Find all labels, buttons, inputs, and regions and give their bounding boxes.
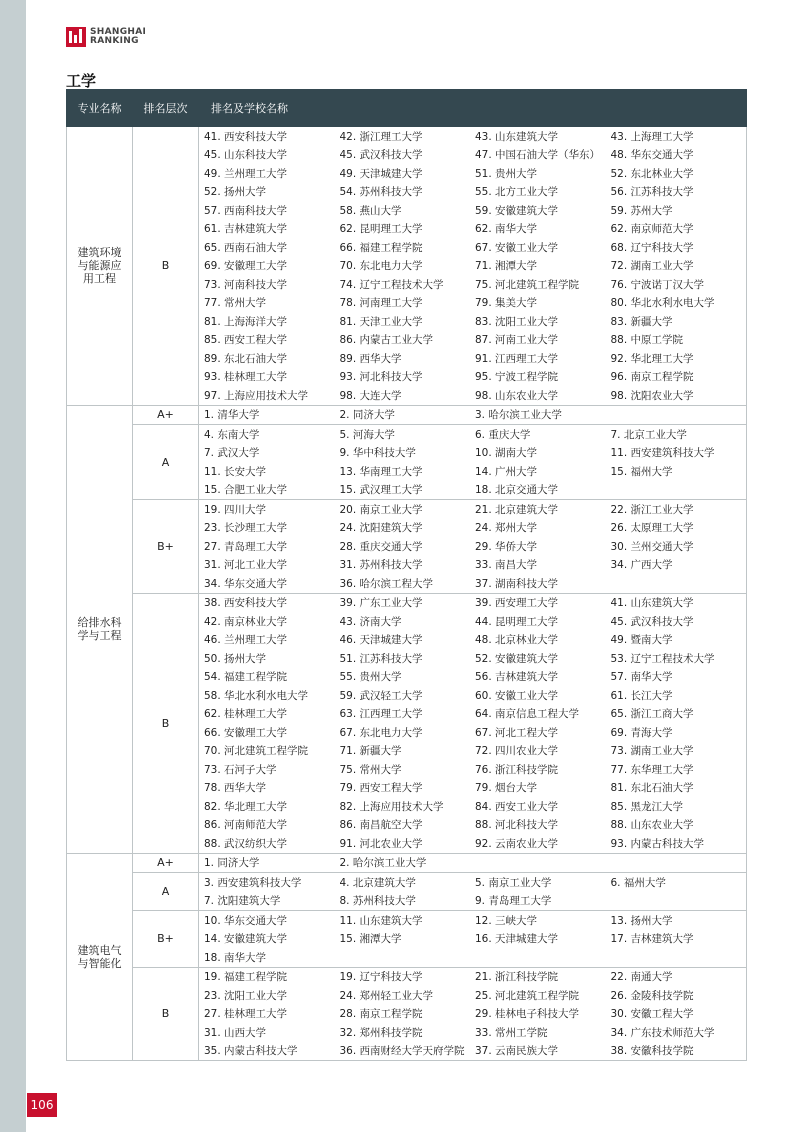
header-tier: 排名层次: [133, 90, 199, 127]
school-entry: 28. 重庆交通大学: [339, 540, 423, 553]
school-entry: 33. 常州工学院: [475, 1026, 548, 1039]
school-entry: 2. 同济大学: [339, 409, 395, 422]
school-row: [204, 686, 746, 705]
school-entry: 47. 中国石油大学（华东）: [475, 149, 601, 162]
school-entry: 93. 内蒙古科技大学: [610, 837, 705, 850]
school-entry: 19. 辽宁科技大学: [339, 971, 423, 984]
school-row: [204, 1042, 746, 1061]
school-entry: 54. 福建工程学院: [204, 671, 288, 684]
school-entry: 21. 北京建筑大学: [475, 503, 559, 516]
school-entry: 98. 沈阳农业大学: [610, 389, 694, 402]
school-entry: 49. 暨南大学: [610, 634, 673, 647]
school-entry: 75. 河北建筑工程学院: [475, 278, 580, 291]
school-entry: 10. 华东交通大学: [204, 914, 288, 927]
school-entry: 15. 合肥工业大学: [204, 484, 288, 497]
school-entry: 17. 吉林建筑大学: [610, 933, 694, 946]
school-entry: 59. 安徽建筑大学: [475, 204, 559, 217]
school-row: [204, 556, 746, 575]
school-entry: 81. 东北石油大学: [610, 782, 694, 795]
school-entry: 62. 南京师范大学: [610, 223, 694, 236]
school-row: [204, 854, 746, 873]
school-entry: 76. 浙江科技学院: [475, 763, 559, 776]
school-entry: 61. 吉林建筑大学: [204, 223, 288, 236]
school-list: [199, 425, 747, 500]
school-entry: 37. 云南民族大学: [475, 1045, 559, 1058]
school-entry: 19. 四川大学: [204, 503, 267, 516]
school-list: [199, 593, 747, 853]
school-entry: 21. 浙江科技学院: [475, 971, 559, 984]
school-entry: 43. 济南大学: [339, 615, 402, 628]
table-row: [67, 127, 747, 406]
school-row: [204, 742, 746, 761]
school-list: [199, 911, 747, 968]
school-entry: 31. 山西大学: [204, 1026, 267, 1039]
school-entry: 52. 扬州大学: [204, 186, 267, 199]
school-entry: 73. 河南科技大学: [204, 278, 288, 291]
school-row: [204, 911, 746, 930]
school-entry: 39. 西安理工大学: [475, 597, 559, 610]
school-row: [204, 873, 746, 892]
school-entry: 88. 山东农业大学: [610, 819, 694, 832]
school-row: [204, 201, 746, 220]
school-entry: 89. 西华大学: [339, 352, 402, 365]
table-row: [67, 911, 747, 968]
school-entry: 24. 沈阳建筑大学: [339, 522, 423, 535]
logo-line-2: RANKING: [90, 36, 139, 46]
school-row: [204, 294, 746, 313]
school-entry: 7. 沈阳建筑大学: [204, 895, 281, 908]
school-row: [204, 631, 746, 650]
school-entry: 71. 湘潭大学: [475, 260, 538, 273]
table-row: [67, 593, 747, 853]
school-entry: 96. 南京工程学院: [610, 371, 694, 384]
school-entry: 63. 江西理工大学: [339, 708, 423, 721]
table-row: [67, 500, 747, 594]
school-entry: 34. 华东交通大学: [204, 577, 288, 590]
school-entry: 54. 苏州科技大学: [339, 186, 423, 199]
school-row: [204, 779, 746, 798]
school-row: [204, 406, 746, 425]
major-name: 建筑环境与能源应用工程: [67, 127, 133, 406]
logo-text: [90, 28, 146, 46]
school-entry: 30. 安徽工程大学: [610, 1008, 694, 1021]
school-entry: 23. 沈阳工业大学: [204, 989, 288, 1002]
school-entry: 24. 郑州大学: [475, 522, 538, 535]
school-entry: 56. 江苏科技大学: [610, 186, 694, 199]
school-entry: 80. 华北水利水电大学: [610, 297, 715, 310]
tier-label: A: [133, 873, 199, 911]
school-entry: 92. 华北理工大学: [610, 352, 694, 365]
school-row: [204, 1005, 746, 1024]
header-list: 排名及学校名称: [199, 90, 747, 127]
school-entry: 75. 常州大学: [339, 763, 402, 776]
major-name: 建筑电气与智能化: [67, 853, 133, 1061]
school-entry: 86. 南昌航空大学: [339, 819, 423, 832]
school-entry: 25. 河北建筑工程学院: [475, 989, 580, 1002]
school-entry: 27. 桂林理工大学: [204, 1008, 288, 1021]
school-entry: 18. 南华大学: [204, 951, 267, 964]
ranking-logo-icon: [66, 27, 86, 47]
school-entry: 46. 兰州理工大学: [204, 634, 288, 647]
table-row: [67, 873, 747, 911]
school-entry: 57. 西南科技大学: [204, 204, 288, 217]
school-entry: 5. 河海大学: [339, 428, 395, 441]
school-entry: 20. 南京工业大学: [339, 503, 423, 516]
school-entry: 88. 武汉纺织大学: [204, 837, 288, 850]
school-row: [204, 331, 746, 350]
school-entry: 56. 吉林建筑大学: [475, 671, 559, 684]
ranking-table: [66, 89, 747, 1061]
school-entry: 79. 西安工程大学: [339, 782, 423, 795]
school-entry: 37. 湖南科技大学: [475, 577, 559, 590]
school-entry: 4. 北京建筑大学: [339, 876, 416, 889]
school-entry: 43. 山东建筑大学: [475, 130, 559, 143]
school-entry: 13. 扬州大学: [610, 914, 673, 927]
school-entry: 81. 上海海洋大学: [204, 315, 288, 328]
page-number: 106: [27, 1093, 57, 1117]
school-entry: 78. 河南理工大学: [339, 297, 423, 310]
school-entry: 69. 安徽理工大学: [204, 260, 288, 273]
left-sidebar-strip: [0, 0, 26, 1132]
school-entry: 51. 江苏科技大学: [339, 652, 423, 665]
school-entry: 14. 广州大学: [475, 465, 538, 478]
school-entry: 41. 山东建筑大学: [610, 597, 694, 610]
school-entry: 61. 长江大学: [610, 689, 673, 702]
school-entry: 58. 华北水利水电大学: [204, 689, 309, 702]
school-row: [204, 1023, 746, 1042]
school-entry: 23. 长沙理工大学: [204, 522, 288, 535]
school-entry: 76. 宁波诺丁汉大学: [610, 278, 705, 291]
school-entry: 49. 兰州理工大学: [204, 167, 288, 180]
school-row: [204, 220, 746, 239]
school-entry: 45. 武汉科技大学: [339, 149, 423, 162]
school-row: [204, 892, 746, 911]
tier-label: B+: [133, 911, 199, 968]
school-entry: 62. 桂林理工大学: [204, 708, 288, 721]
school-entry: 70. 东北电力大学: [339, 260, 423, 273]
tier-label: A: [133, 425, 199, 500]
school-entry: 9. 青岛理工大学: [475, 895, 552, 908]
school-entry: 49. 天津城建大学: [339, 167, 423, 180]
school-entry: 13. 华南理工大学: [339, 465, 423, 478]
school-entry: 67. 河北工程大学: [475, 726, 559, 739]
school-row: [204, 462, 746, 481]
school-entry: 84. 西安工业大学: [475, 800, 559, 813]
school-entry: 11. 西安建筑科技大学: [610, 447, 715, 460]
school-entry: 8. 苏州科技大学: [339, 895, 416, 908]
school-entry: 69. 青海大学: [610, 726, 673, 739]
school-entry: 32. 郑州科技学院: [339, 1026, 423, 1039]
school-entry: 27. 青岛理工大学: [204, 540, 288, 553]
school-entry: 1. 同济大学: [204, 857, 260, 870]
school-entry: 82. 上海应用技术大学: [339, 800, 444, 813]
school-entry: 62. 南华大学: [475, 223, 538, 236]
school-entry: 42. 浙江理工大学: [339, 130, 423, 143]
tier-label: B: [133, 967, 199, 1061]
school-row: [204, 649, 746, 668]
school-entry: 31. 苏州科技大学: [339, 559, 423, 572]
school-entry: 2. 哈尔滨工业大学: [339, 857, 427, 870]
school-entry: 70. 河北建筑工程学院: [204, 745, 309, 758]
logo-line-1: SHANGHAI: [90, 27, 147, 37]
school-row: [204, 612, 746, 631]
school-entry: 92. 云南农业大学: [475, 837, 559, 850]
school-row: [204, 594, 746, 613]
school-entry: 95. 宁波工程学院: [475, 371, 559, 384]
school-entry: 81. 天津工业大学: [339, 315, 423, 328]
school-entry: 65. 浙江工商大学: [610, 708, 694, 721]
school-entry: 65. 西南石油大学: [204, 241, 288, 254]
school-entry: 77. 东华理工大学: [610, 763, 694, 776]
school-list: [199, 967, 747, 1061]
school-entry: 53. 辽宁工程技术大学: [610, 652, 715, 665]
school-entry: 38. 西安科技大学: [204, 597, 288, 610]
school-entry: 66. 福建工程学院: [339, 241, 423, 254]
school-entry: 59. 武汉轻工大学: [339, 689, 423, 702]
school-entry: 71. 新疆大学: [339, 745, 402, 758]
school-entry: 46. 天津城建大学: [339, 634, 423, 647]
school-row: [204, 930, 746, 949]
school-entry: 10. 湖南大学: [475, 447, 538, 460]
school-entry: 98. 山东农业大学: [475, 389, 559, 402]
major-name: 给排水科学与工程: [67, 405, 133, 853]
school-row: [204, 816, 746, 835]
school-entry: 22. 南通大学: [610, 971, 673, 984]
school-entry: 33. 南昌大学: [475, 559, 538, 572]
school-entry: 43. 上海理工大学: [610, 130, 694, 143]
school-entry: 73. 湖南工业大学: [610, 745, 694, 758]
school-entry: 62. 昆明理工大学: [339, 223, 423, 236]
school-entry: 91. 江西理工大学: [475, 352, 559, 365]
tier-label: B: [133, 127, 199, 406]
school-entry: 7. 北京工业大学: [610, 428, 687, 441]
school-list: [199, 127, 747, 406]
tier-label: A+: [133, 405, 199, 425]
school-entry: 72. 四川农业大学: [475, 745, 559, 758]
school-entry: 64. 南京信息工程大学: [475, 708, 580, 721]
school-entry: 72. 湖南工业大学: [610, 260, 694, 273]
school-entry: 98. 大连大学: [339, 389, 402, 402]
school-entry: 45. 武汉科技大学: [610, 615, 694, 628]
school-entry: 5. 南京工业大学: [475, 876, 552, 889]
school-entry: 67. 东北电力大学: [339, 726, 423, 739]
school-entry: 86. 内蒙古工业大学: [339, 334, 434, 347]
school-entry: 48. 华东交通大学: [610, 149, 694, 162]
school-entry: 83. 沈阳工业大学: [475, 315, 559, 328]
school-entry: 6. 福州大学: [610, 876, 666, 889]
school-entry: 24. 郑州轻工业大学: [339, 989, 434, 1002]
school-entry: 36. 西南财经大学天府学院: [339, 1045, 465, 1058]
school-row: [204, 183, 746, 202]
school-row: [204, 386, 746, 405]
school-row: [204, 312, 746, 331]
school-row: [204, 760, 746, 779]
school-entry: 45. 山东科技大学: [204, 149, 288, 162]
school-row: [204, 500, 746, 519]
school-entry: 1. 清华大学: [204, 409, 260, 422]
header-major: 专业名称: [67, 90, 133, 127]
school-row: [204, 368, 746, 387]
school-entry: 87. 河南工业大学: [475, 334, 559, 347]
school-entry: 12. 三峡大学: [475, 914, 538, 927]
school-entry: 83. 新疆大学: [610, 315, 673, 328]
school-entry: 28. 南京工程学院: [339, 1008, 423, 1021]
school-entry: 30. 兰州交通大学: [610, 540, 694, 553]
tier-label: B: [133, 593, 199, 853]
table-row: [67, 425, 747, 500]
school-row: [204, 574, 746, 593]
school-entry: 19. 福建工程学院: [204, 971, 288, 984]
school-entry: 79. 集美大学: [475, 297, 538, 310]
school-entry: 66. 安徽理工大学: [204, 726, 288, 739]
school-row: [204, 257, 746, 276]
school-entry: 42. 南京林业大学: [204, 615, 288, 628]
school-entry: 29. 桂林电子科技大学: [475, 1008, 580, 1021]
school-row: [204, 519, 746, 538]
school-entry: 93. 桂林理工大学: [204, 371, 288, 384]
school-row: [204, 238, 746, 257]
school-entry: 34. 广西大学: [610, 559, 673, 572]
school-row: [204, 834, 746, 853]
school-entry: 93. 河北科技大学: [339, 371, 423, 384]
school-entry: 78. 西华大学: [204, 782, 267, 795]
school-entry: 16. 天津城建大学: [475, 933, 559, 946]
school-entry: 15. 武汉理工大学: [339, 484, 423, 497]
table-header-row: [67, 90, 747, 127]
school-entry: 7. 武汉大学: [204, 447, 260, 460]
school-entry: 6. 重庆大学: [475, 428, 531, 441]
table-row: [67, 405, 747, 425]
school-row: [204, 444, 746, 463]
school-entry: 11. 山东建筑大学: [339, 914, 423, 927]
tier-label: A+: [133, 853, 199, 873]
school-entry: 31. 河北工业大学: [204, 559, 288, 572]
school-entry: 38. 安徽科技学院: [610, 1045, 694, 1058]
table-row: [67, 967, 747, 1061]
school-entry: 91. 河北农业大学: [339, 837, 423, 850]
table-row: [67, 853, 747, 873]
school-entry: 82. 华北理工大学: [204, 800, 288, 813]
school-entry: 11. 长安大学: [204, 465, 267, 478]
school-entry: 55. 贵州大学: [339, 671, 402, 684]
school-entry: 3. 哈尔滨工业大学: [475, 409, 562, 422]
school-entry: 89. 东北石油大学: [204, 352, 288, 365]
shanghai-ranking-logo: [66, 26, 146, 48]
school-entry: 85. 西安工程大学: [204, 334, 288, 347]
school-entry: 29. 华侨大学: [475, 540, 538, 553]
school-entry: 58. 燕山大学: [339, 204, 402, 217]
school-entry: 26. 金陵科技学院: [610, 989, 694, 1002]
school-list: [199, 405, 747, 425]
school-entry: 97. 上海应用技术大学: [204, 389, 309, 402]
school-entry: 60. 安徽工业大学: [475, 689, 559, 702]
school-row: [204, 797, 746, 816]
school-entry: 74. 辽宁工程技术大学: [339, 278, 444, 291]
school-entry: 36. 哈尔滨工程大学: [339, 577, 434, 590]
school-entry: 73. 石河子大学: [204, 763, 277, 776]
school-entry: 68. 辽宁科技大学: [610, 241, 694, 254]
school-row: [204, 425, 746, 444]
school-entry: 9. 华中科技大学: [339, 447, 416, 460]
school-entry: 18. 北京交通大学: [475, 484, 559, 497]
school-entry: 48. 北京林业大学: [475, 634, 559, 647]
school-entry: 55. 北方工业大学: [475, 186, 559, 199]
school-entry: 57. 南华大学: [610, 671, 673, 684]
school-entry: 79. 烟台大学: [475, 782, 538, 795]
school-row: [204, 968, 746, 987]
school-entry: 41. 西安科技大学: [204, 130, 288, 143]
school-entry: 52. 安徽建筑大学: [475, 652, 559, 665]
school-list: [199, 873, 747, 911]
school-list: [199, 500, 747, 594]
school-entry: 44. 昆明理工大学: [475, 615, 559, 628]
school-list: [199, 853, 747, 873]
school-entry: 34. 广东技术师范大学: [610, 1026, 715, 1039]
school-entry: 15. 福州大学: [610, 465, 673, 478]
school-entry: 59. 苏州大学: [610, 204, 673, 217]
school-entry: 88. 河北科技大学: [475, 819, 559, 832]
school-row: [204, 537, 746, 556]
school-entry: 85. 黑龙江大学: [610, 800, 684, 813]
school-entry: 15. 湘潭大学: [339, 933, 402, 946]
school-entry: 35. 内蒙古科技大学: [204, 1045, 298, 1058]
school-row: [204, 127, 746, 146]
school-row: [204, 948, 746, 967]
school-row: [204, 349, 746, 368]
school-row: [204, 275, 746, 294]
school-entry: 22. 浙江工业大学: [610, 503, 694, 516]
section-title: 工学: [66, 72, 97, 90]
school-entry: 67. 安徽工业大学: [475, 241, 559, 254]
school-entry: 14. 安徽建筑大学: [204, 933, 288, 946]
school-row: [204, 986, 746, 1005]
school-entry: 88. 中原工学院: [610, 334, 684, 347]
school-entry: 51. 贵州大学: [475, 167, 538, 180]
school-row: [204, 481, 746, 500]
school-entry: 86. 河南师范大学: [204, 819, 288, 832]
school-entry: 39. 广东工业大学: [339, 597, 423, 610]
school-row: [204, 146, 746, 165]
school-row: [204, 164, 746, 183]
school-row: [204, 705, 746, 724]
school-row: [204, 723, 746, 742]
school-entry: 52. 东北林业大学: [610, 167, 694, 180]
school-entry: 26. 太原理工大学: [610, 522, 694, 535]
school-row: [204, 668, 746, 687]
school-entry: 50. 扬州大学: [204, 652, 267, 665]
school-entry: 77. 常州大学: [204, 297, 267, 310]
tier-label: B+: [133, 500, 199, 594]
school-entry: 4. 东南大学: [204, 428, 260, 441]
school-entry: 3. 西安建筑科技大学: [204, 876, 302, 889]
